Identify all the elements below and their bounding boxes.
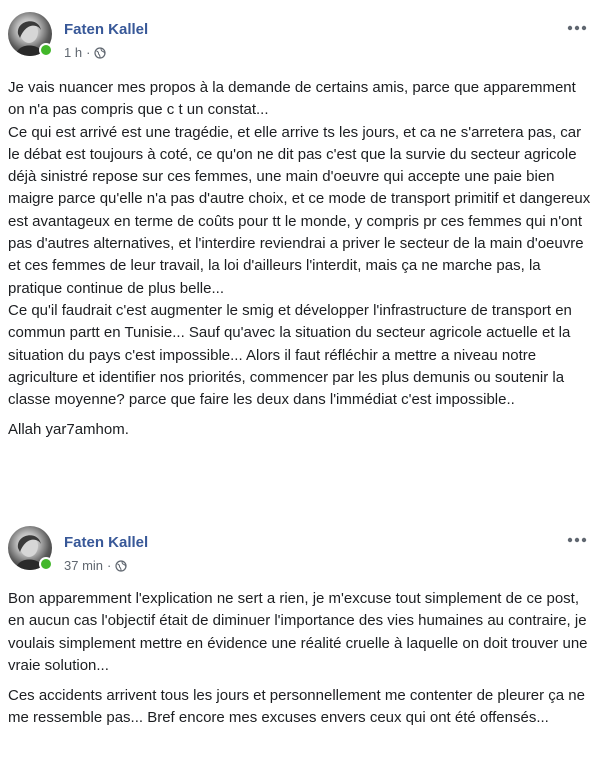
post-paragraph: Ce qui est arrivé est une tragédie, et elle arrive ts les jours, et ca ne s'arretera pas, car le débat est toujours à coté, ce qu'on ne dit pas c'est que la survie du secteur agricole déjà sinistré repose sur ces femmes, une main d'oeuvre qui accepte une paie bien maigre parce qu'elle n'a pas d'autre choix, et ce mode de transport primitif et dangereux est avantageux en terme de coûts pour tt le monde, y compris pr ces femmes qui n'ont pas d'autres alternatives, et l'interdire reviendrai a priver le secteur de la main d'oeuvre et ces femmes de leur travail, la loi d'ailleurs l'interdit, mais ça ne marche pas, la pratique continue de plus belle...	[8, 123, 591, 297]
post-paragraph: Allah yar7amhom.	[8, 421, 129, 439]
online-status-indicator	[39, 43, 53, 57]
post-body	[8, 588, 592, 730]
meta-separator: ·	[86, 45, 91, 60]
post-meta	[64, 558, 127, 573]
author-avatar[interactable]	[8, 12, 52, 56]
globe-icon[interactable]	[115, 560, 127, 572]
post-timestamp[interactable]: 37 min	[64, 558, 104, 573]
post-paragraph: Ces accidents arrivent tous les jours et personnellement me contenter de pleurer ça ne me ressemble pas... Bref encore mes excuses envers ceux qui ont été offensés...	[8, 687, 585, 727]
post-paragraph: Bon apparemment l'explication ne sert a rien, je m'excuse tout simplement de ce post, en aucun cas l'objectif était de diminuer l'importance des vies humaines au contraire, je voulais simplement mettre en évidence une réalité cruelle à laquelle on doit trouver une vraie solution...	[8, 590, 588, 674]
online-status-indicator	[39, 557, 53, 571]
post-timestamp[interactable]: 1 h	[64, 45, 83, 60]
more-options-icon[interactable]	[566, 534, 588, 546]
author-name[interactable]: Faten Kallel	[64, 21, 149, 38]
post-body	[8, 77, 592, 442]
more-options-icon[interactable]	[566, 22, 588, 34]
author-name[interactable]: Faten Kallel	[64, 534, 149, 551]
globe-icon[interactable]	[94, 47, 106, 59]
author-avatar[interactable]	[8, 526, 52, 570]
post-paragraph: Je vais nuancer mes propos à la demande de certains amis, parce que apparemment on n'a pas compris que c t un constat...	[8, 79, 576, 119]
meta-separator: ·	[107, 558, 112, 573]
post-meta	[64, 45, 106, 60]
post-paragraph: Ce qu'il faudrait c'est augmenter le smig et développer l'infrastructure de transport en commun partt en Tunisie... Sauf qu'avec la situation du secteur agricole actuelle et la situation du pays c'est impossible... Alors il faut réfléchir a mettre a niveau notre agriculture et identifier nos priorités, commencer par les plus demunis ou soutenir la classe moyenne? parce que faire les deux dans l'immédiat c'est impossible..	[8, 301, 572, 409]
